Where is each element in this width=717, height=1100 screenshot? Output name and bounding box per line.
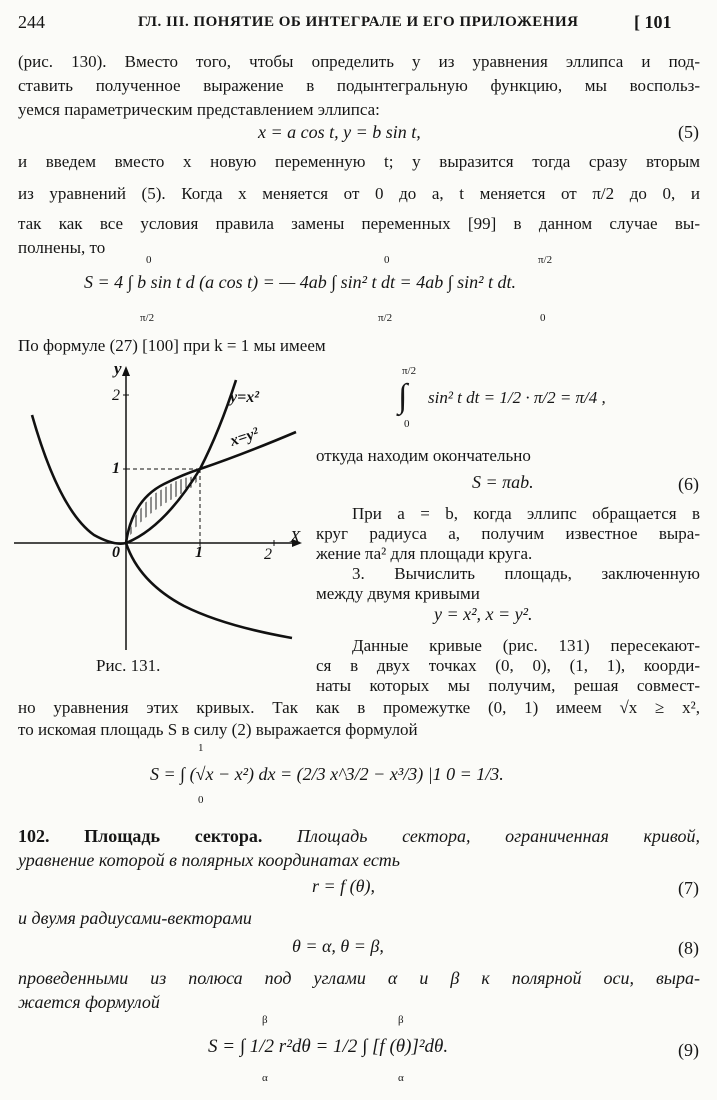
equation-6: S = πab. bbox=[472, 472, 534, 492]
p1-line-1: (рис. 130). Вместо того, чтобы определить y из уравнения эллипса и под- bbox=[18, 52, 700, 71]
limit-lower-2: π/2 bbox=[378, 312, 393, 324]
intersect-paragraph bbox=[316, 636, 700, 696]
p1-line-2: ставить полученное выражение в подынтегральную функцию, мы воспольз- bbox=[18, 76, 700, 95]
area-int-upper: 1 bbox=[198, 742, 204, 754]
axis-x-label: X bbox=[290, 527, 301, 546]
full-line-2: то искомая площадь S в силу (2) выражается формулой bbox=[18, 720, 418, 739]
equation-9: S = ∫ 1/2 r²dθ = 1/2 ∫ [f (θ)]²dθ. bbox=[208, 1036, 449, 1057]
intersect-line-3: наты которых мы получим, решая совмест- bbox=[316, 676, 700, 695]
axis-y-label: y bbox=[114, 360, 122, 378]
equation-s-substitution: S = 4 ∫ b sin t d (a cos t) = — 4ab ∫ sin² t dt = 4ab ∫ sin² t dt. bbox=[84, 272, 517, 292]
task-3 bbox=[316, 564, 700, 604]
limit-upper-1: 0 bbox=[146, 254, 152, 266]
circle-line-2: круг радиуса a, получим известное выра- bbox=[316, 524, 700, 543]
intersect-line-2: ся в двух точках (0, 0), (1, 1), коорди- bbox=[316, 656, 700, 675]
curve-x-eq-y-squared bbox=[126, 432, 296, 638]
sin-int-upper: π/2 bbox=[402, 365, 417, 377]
figure-131 bbox=[14, 360, 314, 660]
curve1-label: y=x² bbox=[230, 389, 260, 406]
equation-sin-integral: sin² t dt = 1/2 · π/2 = π/4 , bbox=[428, 388, 606, 407]
equation-8: θ = α, θ = β, bbox=[292, 936, 384, 956]
section-102-heading: 102. Площадь сектора. bbox=[18, 826, 263, 846]
integral-sign-sin: ∫ bbox=[398, 378, 408, 415]
eq9-lower-2: α bbox=[398, 1072, 404, 1084]
p2-line-4: полнены, то bbox=[18, 238, 106, 257]
page-number: 244 bbox=[18, 12, 45, 32]
equation-6-number: (6) bbox=[678, 474, 699, 494]
full-line-1: но уравнения этих кривых. Так как в промежутке (0, 1) имеем √x ≥ x², bbox=[18, 698, 700, 717]
area-int-lower: 0 bbox=[198, 794, 204, 806]
p1-line-3: уемся параметрическим представлением эллипса: bbox=[18, 100, 380, 119]
curve2-label: x=y² bbox=[227, 424, 261, 450]
origin-label: 0 bbox=[112, 544, 120, 561]
circle-line-1: При a = b, когда эллипс обращается в bbox=[352, 504, 700, 523]
drawn-line-1: проведенными из полюса под углами α и β к полярной оси, выра- bbox=[18, 968, 700, 988]
limit-lower-3: 0 bbox=[540, 312, 546, 324]
tick-x2-label: 2 bbox=[264, 546, 272, 563]
p2-line-2: из уравнений (5). Когда x меняется от 0 до a, t меняется от π/2 до 0, и bbox=[18, 184, 700, 203]
circle-paragraph bbox=[316, 504, 700, 564]
radii-line: и двумя радиусами-векторами bbox=[18, 908, 252, 928]
tick-x1-label: 1 bbox=[195, 544, 203, 561]
section-ref: [ 101 bbox=[634, 12, 672, 32]
eq9-upper-1: β bbox=[262, 1014, 268, 1026]
drawn-line-2: жается формулой bbox=[18, 992, 160, 1012]
y-axis-arrow bbox=[122, 366, 130, 376]
eq9-lower-1: α bbox=[262, 1072, 268, 1084]
section-102-text-2: уравнение которой в полярных координатах есть bbox=[18, 850, 400, 870]
intersect-line-1: Данные кривые (рис. 131) пересекают- bbox=[352, 636, 700, 655]
equation-7-number: (7) bbox=[678, 878, 699, 898]
whence-line: откуда находим окончательно bbox=[316, 446, 531, 465]
limit-upper-2: 0 bbox=[384, 254, 390, 266]
equation-7: r = f (θ), bbox=[312, 876, 375, 896]
tick-y2-label: 2 bbox=[112, 387, 120, 404]
eq9-upper-2: β bbox=[398, 1014, 404, 1026]
equation-area: S = ∫ (√x − x²) dx = (2/3 x^3/2 − x³/3) |1 0 = 1/3. bbox=[150, 764, 504, 784]
equation-8-number: (8) bbox=[678, 938, 699, 958]
equation-5-number: (5) bbox=[678, 122, 699, 142]
task3-line-1: 3. Вычислить площадь, заключенную bbox=[352, 564, 700, 583]
p2-line-1: и введем вместо x новую переменную t; y выразится тогда сразу вторым bbox=[18, 152, 700, 171]
sin-int-lower: 0 bbox=[404, 418, 410, 430]
p2-line-3: так как все условия правила замены переменных [99] в данном случае вы- bbox=[18, 214, 700, 233]
tick-y1-label: 1 bbox=[112, 460, 120, 477]
section-102-text-1: Площадь сектора, ограниченная кривой, bbox=[297, 826, 701, 846]
by-formula-line: По формуле (27) [100] при k = 1 мы имеем bbox=[18, 336, 326, 355]
limit-upper-3: π/2 bbox=[538, 254, 553, 266]
figure-caption: Рис. 131. bbox=[96, 656, 161, 675]
limit-lower-1: π/2 bbox=[140, 312, 155, 324]
running-title: ГЛ. III. ПОНЯТИЕ ОБ ИНТЕГРАЛЕ И ЕГО ПРИЛОЖЕНИЯ bbox=[138, 14, 579, 30]
equation-9-number: (9) bbox=[678, 1040, 699, 1060]
equation-5: x = a cos t, y = b sin t, bbox=[258, 122, 421, 142]
circle-line-3: жение πa² для площади круга. bbox=[316, 544, 533, 563]
section-102-line-1 bbox=[18, 826, 700, 846]
equation-curves: y = x², x = y². bbox=[434, 604, 533, 624]
task3-line-2: между двумя кривыми bbox=[316, 584, 480, 603]
